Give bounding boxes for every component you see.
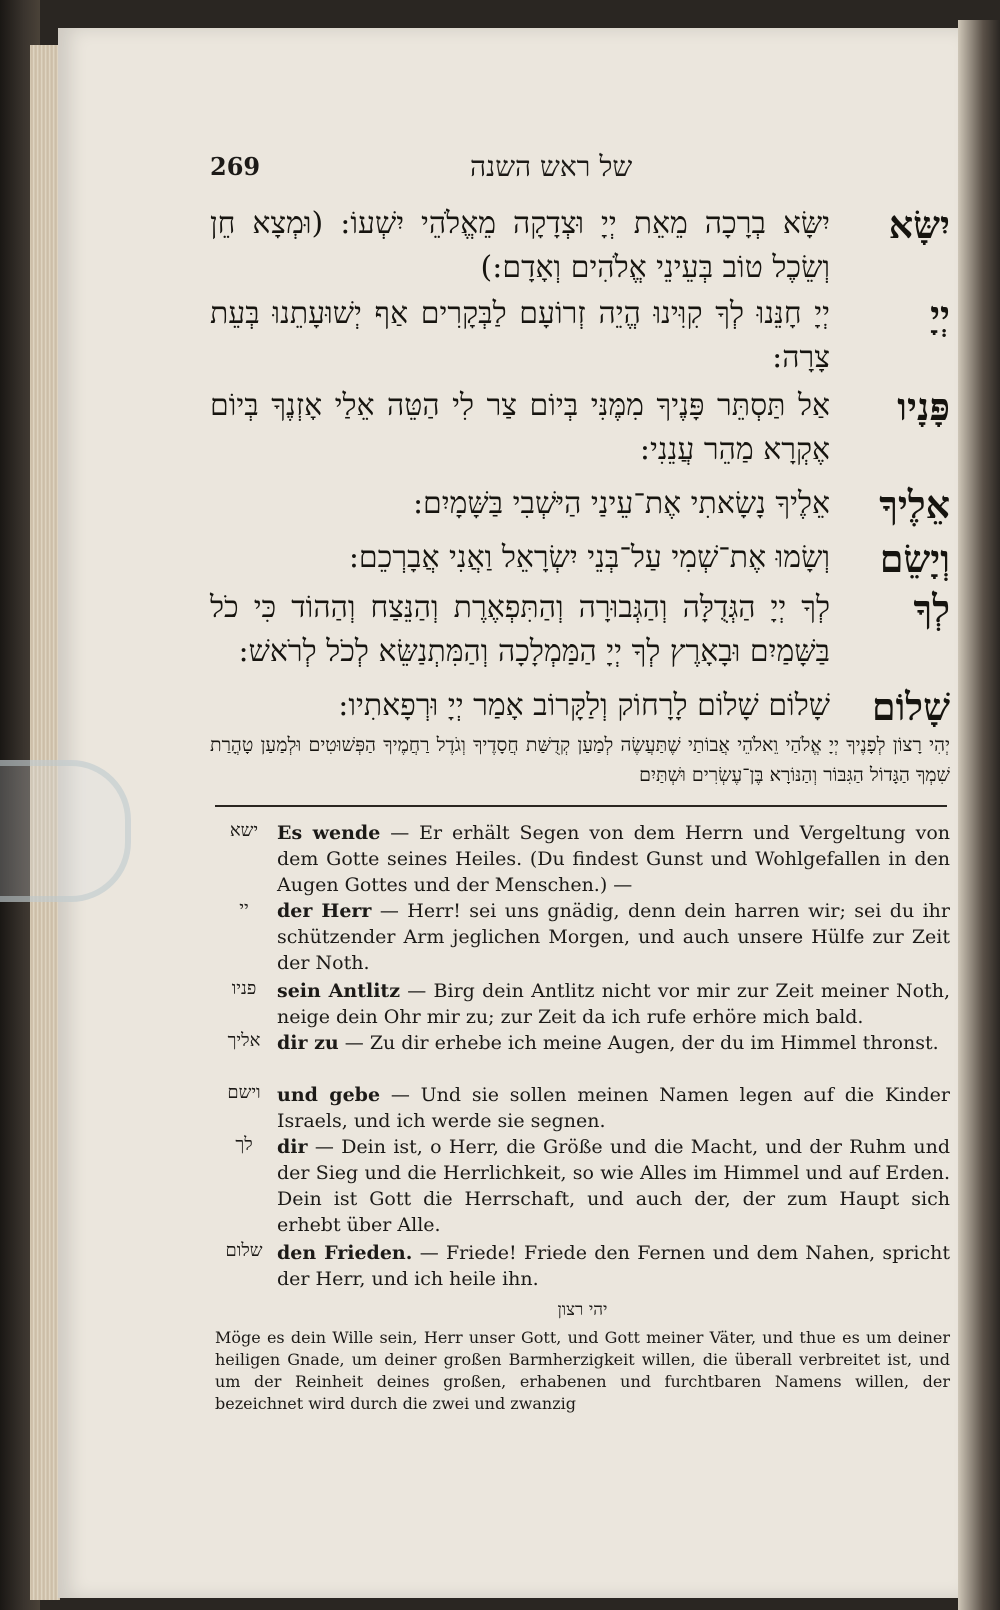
running-title: של ראש השנה: [470, 150, 633, 183]
entry-hebrew-key: פניו: [231, 978, 257, 999]
verse-keyword: וְיָשֵׂם: [879, 536, 950, 581]
entry-lead: der Herr: [277, 900, 372, 922]
verse-text: אֵלֶיךָ נָשָׂאתִי אֶת־עֵינַי הַיּשְׁבִי בַּשָּׁמָיִם:: [412, 486, 830, 521]
entry-lead: und gebe: [277, 1084, 381, 1106]
entry-body: — Und sie sollen meinen Namen legen auf die Kinder Israels, und ich werde sie segnen.: [277, 1084, 950, 1132]
entry-text: [277, 1030, 950, 1056]
divider-rule: [215, 805, 947, 807]
entry-lead: sein Antlitz: [277, 980, 400, 1002]
verse-text: שָׁלוֹם שָׁלוֹם לָרָחוֹק וְלַקָּרוֹב אָמַר יְיָ וּרְפָאתִיו:: [338, 688, 830, 723]
verse-text: יִשָּׂא בְרָכָה מֵאֵת יְיָ וּצְדָקָה מֵאֱלֹהֵי יִשְׁעוֹ: (וּמְצָא חֵן וְשֵׂכֶל טוֹב בְּעֵינֵי אֱלֹהִים וְאָדָם:): [210, 206, 830, 285]
entry-hebrew-key: יי: [239, 898, 249, 919]
entry-hebrew-key: אליך: [227, 1030, 261, 1051]
entry-hebrew-key: לך: [235, 1134, 253, 1155]
verse-keyword: יִשָּׂא: [888, 202, 950, 247]
verse-text: לְךָ יְיָ הַגְּדֻלָּה וְהַגְּבוּרָה וְהַתִּפְאֶרֶת וְהַנֵּצַח וְהַהוֹד כִּי כֹל בַּשָּׁמַיִם וּבָאָרֶץ לְךָ יְיָ הַמַּמְלָכָה וְהַמִּתְנַשֵּׂא לְכֹל לְרֹאשׁ:: [210, 590, 830, 669]
entry-text: [277, 898, 950, 976]
hebrew-prayer: יְהִי רָצוֹן לְפָנֶיךָ יְיָ אֱלֹהַי וֵאלֹהֵי אֲבוֹתַי שֶׁתַּעֲשֶׂה לְמַעַן קְדֻשַּׁת חֲסָדֶיךָ וְגֹדֶל רַחֲמֶיךָ הַפְּשׁוּטִים וּלְמַעַן טָהֳרַת שִׁמְךָ הַגָּדוֹל הַגִּבּוֹר וְהַנּוֹרָא בֶּן־עֶשְׂרִים וּשְׁתַּיִם: [210, 734, 950, 786]
entry-body: — Dein ist, o Herr, die Größe und die Macht, und der Ruhm und der Sieg und die Herrlichkeit, so wie Alles im Himmel und auf Erden. Dein ist Gott die Herrschaft, und auch der, der zum Haupt sich erhebt über Alle.: [277, 1136, 950, 1236]
entry-text: [277, 1240, 950, 1292]
entry-lead: dir zu: [277, 1032, 339, 1054]
entry-lead: Es wende: [277, 822, 381, 844]
entry-body: — Friede! Friede den Fernen und dem Nahen, spricht der Herr, und ich heile ihn.: [277, 1242, 951, 1290]
entry-hebrew-key: ישא: [229, 820, 259, 841]
page-clip: [0, 760, 131, 902]
verse-keyword: פָּנָיו: [897, 384, 950, 429]
entry-body: — Er erhält Segen von dem Herrn und Vergeltung von dem Gotte seines Heiles. (Du findest Gunst und Wohlgefallen in den Augen Gottes und der Menschen.) —: [277, 822, 950, 896]
verse-keyword: שָׁלוֹם: [871, 684, 950, 729]
entry-text: [277, 1082, 950, 1134]
entry-lead: den Frieden.: [277, 1242, 413, 1264]
verse-keyword: אֵלֶיךָ: [879, 482, 950, 527]
verse-text: אַל תַּסְתֵּר פָּנֶיךָ מִמֶּנִּי בְּיוֹם צַר לִי הַטֵּה אֵלַי אָזְנֶךָ בְּיוֹם אֶקְרָא מַהֵר עֲנֵנִי:: [210, 388, 830, 467]
entry-body: — Herr! sei uns gnädig, denn dein harren wir; sei du ihr schützender Arm jeglichen Morgen, und auch unsere Hülfe zur Zeit der Noth.: [277, 900, 950, 974]
page-right-edge: [958, 20, 1000, 1610]
verse-text: יְיָ חָנֵּנוּ לְךָ קִוִּינוּ הֱיֵה זְרוֹעָם לַבְּקָרִים אַף יְשׁוּעָתֵנוּ בְּעֵת צָרָה:: [210, 296, 830, 375]
prayer-german: Möge es dein Wille sein, Herr unser Gott, und Gott meiner Väter, und thue es um deiner heiligen Gnade, um deiner großen Barmherzigkeit willen, die überall verbreitet ist, und um der Reinheit deines großen, erhabenen und furchtbaren Namens willen, der bezeichnet wird durch die zwei und zwanzig: [215, 1328, 950, 1413]
verse-keyword: לְךָ: [913, 586, 950, 631]
entry-hebrew-key: וישם: [227, 1082, 261, 1103]
prayer-heading: יהי רצון: [557, 1300, 608, 1320]
entry-text: [277, 1134, 950, 1238]
entry-hebrew-key: שלום: [225, 1240, 263, 1261]
entry-body: — Zu dir erhebe ich meine Augen, der du im Himmel thronst.: [344, 1032, 939, 1054]
verse-keyword: יְיָ: [930, 292, 950, 337]
entry-body: — Birg dein Antlitz nicht vor mir zur Zeit meiner Noth, neige dein Ohr mir zu; zur Zeit da ich rufe erhöre mich bald.: [277, 980, 950, 1028]
entry-text: [277, 820, 950, 898]
page-number: 269: [210, 152, 261, 181]
verse-text: וְשָׂמוּ אֶת־שְׁמִי עַל־בְּנֵי יִשְׂרָאֵל וַאֲנִי אֲבָרְכֵם:: [348, 540, 830, 575]
entry-text: [277, 978, 950, 1030]
entry-lead: dir: [277, 1136, 308, 1158]
